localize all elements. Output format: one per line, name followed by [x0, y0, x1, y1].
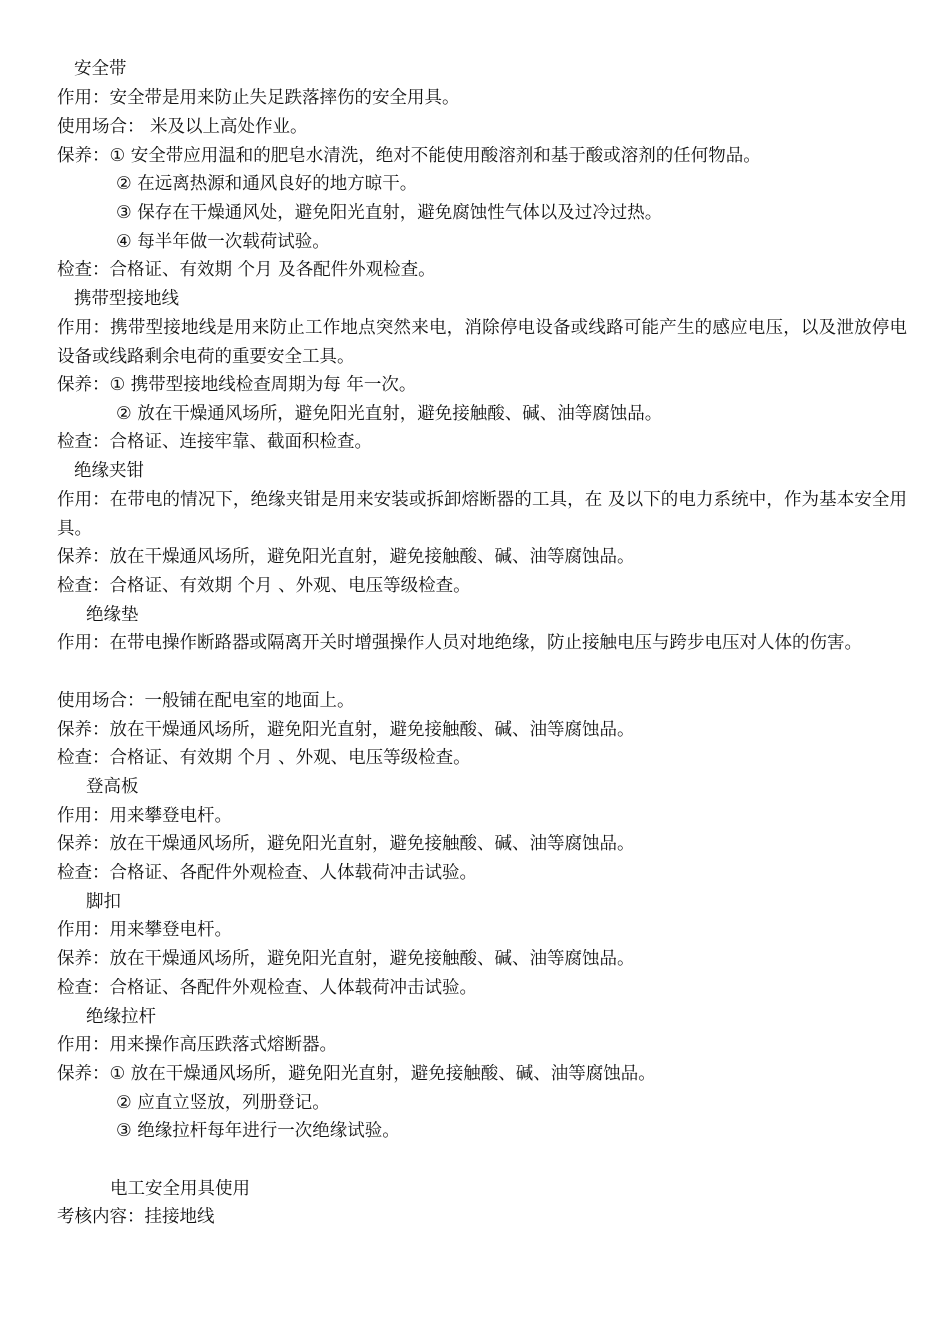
safety-belt-maintenance-2: ② 在远离热源和通风良好的地方晾干。	[116, 174, 418, 194]
safety-belt-maintenance-4: ④ 每半年做一次载荷试验。	[116, 232, 330, 252]
assessment-title: 电工安全用具使用	[110, 1179, 250, 1199]
safety-belt-maintenance-3: ③ 保存在干燥通风处，避免阳光直射，避免腐蚀性气体以及过冷过热。	[116, 203, 663, 223]
section-title-safety-belt: 安全带	[74, 59, 127, 79]
section-title-portable-ground: 携带型接地线	[74, 289, 179, 309]
insulated-rod-maintenance-2: ② 应直立竖放，列册登记。	[116, 1093, 330, 1113]
insulated-rod-maintenance-3: ③ 绝缘拉杆每年进行一次绝缘试验。	[116, 1121, 400, 1141]
safety-belt-function: 作用：安全带是用来防止失足跌落摔伤的安全用具。	[57, 88, 460, 108]
foot-buckle-maintenance: 保养：放在干燥通风场所，避免阳光直射，避免接触酸、碱、油等腐蚀品。	[57, 949, 635, 969]
section-title-foot-buckle: 脚扣	[86, 892, 121, 912]
assessment-content: 考核内容：挂接地线	[57, 1207, 215, 1227]
section-title-insulated-mat: 绝缘垫	[86, 605, 139, 625]
portable-ground-maintenance-1: 保养：① 携带型接地线检查周期为每 年一次。	[57, 375, 417, 395]
safety-belt-maintenance-1: 保养：① 安全带应用温和的肥皂水清洗，绝对不能使用酸溶剂和基于酸或溶剂的任何物品。	[57, 146, 761, 166]
climbing-board-maintenance: 保养：放在干燥通风场所，避免阳光直射，避免接触酸、碱、油等腐蚀品。	[57, 834, 635, 854]
portable-ground-maintenance-2: ② 放在干燥通风场所，避免阳光直射，避免接触酸、碱、油等腐蚀品。	[116, 404, 663, 424]
portable-ground-inspection: 检查：合格证、连接牢靠、截面积检查。	[57, 432, 372, 452]
insulated-pliers-function: 作用：在带电的情况下，绝缘夹钳是用来安装或拆卸熔断器的工具，在 及以下的电力系统中，作为基本安全用具。	[57, 490, 907, 539]
climbing-board-function: 作用：用来攀登电杆。	[57, 806, 232, 826]
foot-buckle-inspection: 检查：合格证、各配件外观检查、人体载荷冲击试验。	[57, 978, 477, 998]
insulated-mat-inspection: 检查：合格证、有效期 个月 、外观、电压等级检查。	[57, 748, 471, 768]
insulated-pliers-inspection: 检查：合格证、有效期 个月 、外观、电压等级检查。	[57, 576, 471, 596]
insulated-pliers-maintenance: 保养：放在干燥通风场所，避免阳光直射，避免接触酸、碱、油等腐蚀品。	[57, 547, 635, 567]
insulated-rod-function: 作用：用来操作高压跌落式熔断器。	[57, 1035, 337, 1055]
insulated-rod-maintenance-1: 保养：① 放在干燥通风场所，避免阳光直射，避免接触酸、碱、油等腐蚀品。	[57, 1064, 656, 1084]
insulated-mat-maintenance: 保养：放在干燥通风场所，避免阳光直射，避免接触酸、碱、油等腐蚀品。	[57, 720, 635, 740]
section-title-climbing-board: 登高板	[86, 777, 139, 797]
safety-belt-inspection: 检查：合格证、有效期 个月 及各配件外观检查。	[57, 260, 436, 280]
insulated-mat-usage: 使用场合：一般铺在配电室的地面上。	[57, 691, 355, 711]
safety-belt-usage: 使用场合： 米及以上高处作业。	[57, 117, 308, 137]
insulated-mat-function: 作用：在带电操作断路器或隔离开关时增强操作人员对地绝缘，防止接触电压与跨步电压对人体的伤害。	[57, 633, 862, 653]
climbing-board-inspection: 检查：合格证、各配件外观检查、人体载荷冲击试验。	[57, 863, 477, 883]
section-title-insulated-pliers: 绝缘夹钳	[74, 461, 144, 481]
portable-ground-function: 作用：携带型接地线是用来防止工作地点突然来电，消除停电设备或线路可能产生的感应电压，以及泄放停电设备或线路剩余电荷的重要安全工具。	[57, 318, 907, 367]
foot-buckle-function: 作用：用来攀登电杆。	[57, 920, 232, 940]
section-title-insulated-rod: 绝缘拉杆	[86, 1007, 156, 1027]
